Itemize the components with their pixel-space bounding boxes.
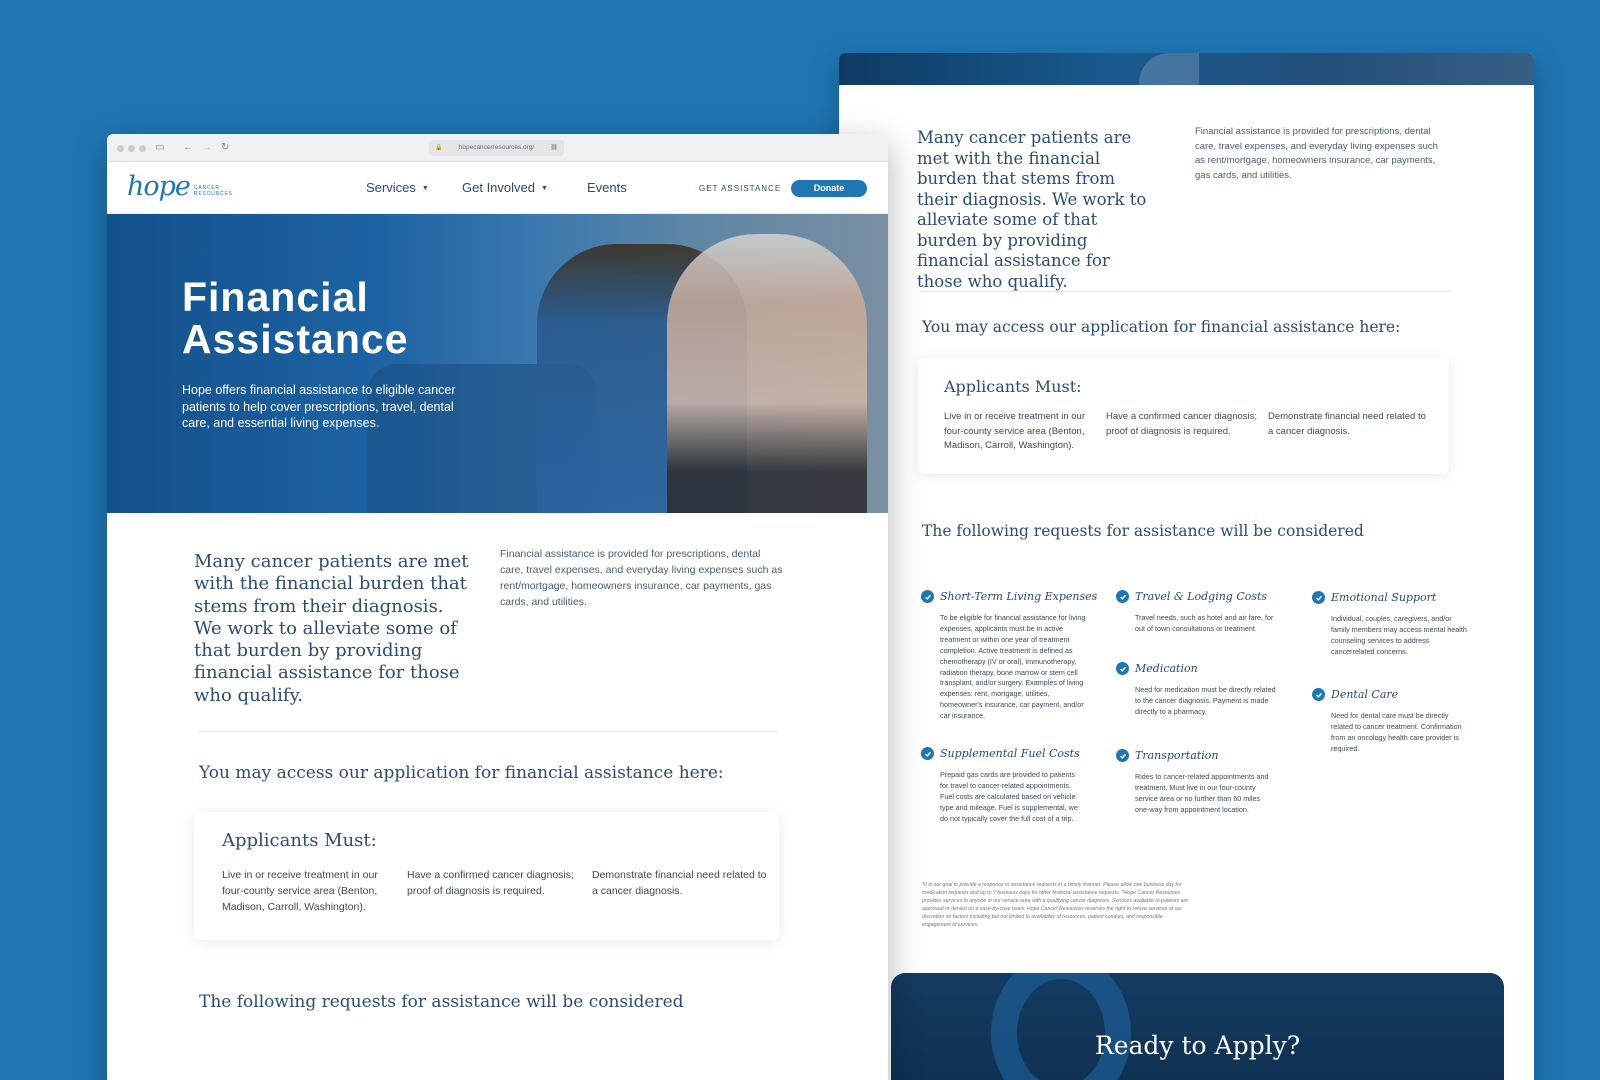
window-close-dot[interactable]	[117, 145, 124, 152]
caret-down-icon: ▼	[421, 185, 429, 192]
criteria-item: Demonstrate financial need related to a cancer diagnosis.	[592, 869, 767, 897]
criteria-item: Demonstrate financial need related to a cancer diagnosis.	[1268, 411, 1426, 437]
nav-label: Services	[366, 180, 416, 195]
hero-banner	[107, 214, 888, 513]
nav-item-services[interactable]	[366, 180, 429, 195]
request-desc: Rides to cancer-related appointments and treatment. Must live in our four-county service area or no further than 60 miles one-way from appointment location.	[1135, 772, 1269, 814]
request-desc: Prepaid gas cards are provided to patients for travel to cancer-related appointments. Fuel costs are calculated based on vehicle type and mileage. Fuel is supplemental, we do not typically cover the full cost of a trip.	[940, 770, 1078, 823]
nav-label: Get Involved	[462, 180, 535, 195]
hero-photo-person	[667, 234, 867, 513]
request-title: Emotional Support	[1331, 591, 1437, 604]
applicants-title: Applicants Must:	[222, 830, 377, 851]
intro-side-text: Financial assistance is provided for prescriptions, dental care, travel expenses, and everyday living expenses such as rent/mortgage, homeowners insurance, car payments, gas cards, and utilities.	[500, 548, 783, 608]
request-desc: Travel needs, such as hotel and air fare, for out of town consultations or treatment.	[1135, 613, 1274, 633]
divider	[198, 731, 778, 732]
following-heading: The following requests for assistance will be considered	[922, 522, 1364, 540]
request-title: Travel & Lodging Costs	[1135, 590, 1268, 603]
hero-image-strip	[839, 53, 1534, 85]
check-icon	[1116, 749, 1129, 762]
check-icon	[1116, 590, 1129, 603]
request-desc: Need for medication must be directly related to the cancer diagnosis. Payment is made directly to a pharmacy.	[1135, 685, 1276, 716]
request-item	[921, 590, 1098, 722]
site-header	[107, 162, 888, 214]
check-icon	[1312, 688, 1325, 701]
request-item	[921, 747, 1081, 825]
request-title: Supplemental Fuel Costs	[940, 747, 1080, 760]
request-item	[1116, 749, 1276, 816]
criteria-item: Live in or receive treatment in our four-county service area (Benton, Madison, Carroll, Washington).	[222, 869, 378, 913]
criteria-item: Live in or receive treatment in our four-county service area (Benton, Madison, Carroll, Washington).	[944, 411, 1085, 451]
front-browser-window	[107, 134, 888, 1080]
request-desc: Individual, couples, caregivers, and/or family members may access mental health counseling services to address cancerrelated concerns.	[1331, 614, 1467, 656]
check-icon	[921, 747, 934, 760]
page-title-line: Assistance	[182, 316, 409, 362]
request-item	[1312, 591, 1472, 658]
request-item	[1312, 688, 1472, 755]
logo-subtext: CANCER	[193, 185, 220, 191]
page-title	[182, 276, 409, 360]
criteria-item: Have a confirmed cancer diagnosis; proof of diagnosis is required.	[407, 869, 574, 897]
intro-lead-text: Many cancer patients are met with the financial burden that stems from their diagnosis. We work to alleviate some of that burden by providing financial assistance for those who qualify.	[194, 551, 469, 706]
applicants-card	[918, 358, 1449, 474]
request-item	[1116, 662, 1276, 718]
back-page-window	[839, 53, 1534, 1080]
request-title: Transportation	[1135, 749, 1219, 762]
hero-description: Hope offers financial assistance to eligible cancer patients to help cover prescriptions, travel, dental care, and essential living expenses.	[182, 383, 456, 430]
request-item	[1116, 590, 1276, 635]
applicants-title: Applicants Must:	[944, 377, 1082, 396]
access-heading[interactable]: You may access our application for financial assistance here:	[922, 318, 1401, 336]
site-logo[interactable]	[127, 172, 233, 202]
nav-label: Events	[587, 180, 627, 195]
sidebar-icon[interactable]: ▭	[155, 142, 165, 153]
page-title-line: Financial	[182, 274, 369, 320]
donate-button[interactable]: Donate	[791, 180, 867, 197]
check-icon	[921, 590, 934, 603]
back-arrow-icon[interactable]: ←	[183, 142, 193, 153]
applicants-card	[194, 812, 779, 940]
get-assistance-link[interactable]: GET ASSISTANCE	[699, 184, 782, 193]
following-heading: The following requests for assistance will be considered	[199, 992, 684, 1012]
logo-wordmark: hope	[127, 171, 190, 202]
request-desc: To be eligible for financial assistance for living expenses, applicants must be in active treatment or within one year of treatment completion. Active treatment is defined as chemotherapy (IV or oral), immunotherapy, radiation therapy, bone marrow or stem cell transplant, and/or surgery. Examples of living expenses: rent, mortgage, utilities, homeowner's insurance, car payment, and/or car insurance.	[940, 613, 1086, 721]
browser-toolbar	[107, 134, 888, 162]
url-text: hopecancerresources.org/	[458, 144, 535, 151]
divider	[921, 291, 1451, 292]
intro-lead-text: Many cancer patients are met with the financial burden that stems from their diagnosis. We work to alleviate some of that burden by providing financial assistance for those who qualify.	[917, 128, 1147, 291]
cta-banner	[891, 973, 1504, 1080]
forward-arrow-icon[interactable]: →	[202, 142, 212, 153]
address-bar[interactable]	[429, 140, 564, 156]
access-heading[interactable]: You may access our application for financial assistance here:	[199, 763, 724, 783]
check-icon	[1312, 591, 1325, 604]
request-title: Short-Term Living Expenses	[940, 590, 1098, 603]
intro-side-text: Financial assistance is provided for prescriptions, dental care, travel expenses, and everyday living expenses such as rent/mortgage, homeowners insurance, car payments, gas cards, and utilities.	[1195, 126, 1438, 181]
reload-icon[interactable]: ↻	[221, 142, 230, 153]
request-desc: Need for dental care must be directly related to cancer treatment. Confirmation from an oncology health care provider is required.	[1331, 711, 1462, 753]
check-icon	[1116, 662, 1129, 675]
caret-down-icon: ▼	[541, 185, 548, 192]
request-title: Medication	[1135, 662, 1198, 675]
nav-item-get-involved[interactable]	[462, 180, 548, 195]
logo-subtext: RESOURCES	[193, 191, 233, 197]
nav-item-events[interactable]	[587, 180, 627, 195]
window-zoom-dot[interactable]	[139, 145, 146, 152]
request-title: Dental Care	[1331, 688, 1399, 701]
lock-icon: 🔒	[435, 145, 443, 151]
criteria-item: Have a confirmed cancer diagnosis; proof of diagnosis is required.	[1106, 411, 1258, 437]
cta-title[interactable]: Ready to Apply?	[1094, 1031, 1301, 1060]
footnote: *It is our goal to provide a response to assistance requests in a timely manner. Please allow one business day for medication requests and up to 7 business days for other financial assistance requests. *Hope Cancer Resources provides services to anyone in our service area with a qualifying cancer diagnosis. Services available to patients are approved or denied on a case-by-case basis. Hope Cancer Resources reserves the right to refuse services at our discretion on factors including but not limited to availability of resources, patient conduct, and responsible engagement of services.	[922, 882, 1189, 928]
window-minimize-dot[interactable]	[128, 145, 135, 152]
link-icon[interactable]: ⛓	[550, 145, 558, 151]
